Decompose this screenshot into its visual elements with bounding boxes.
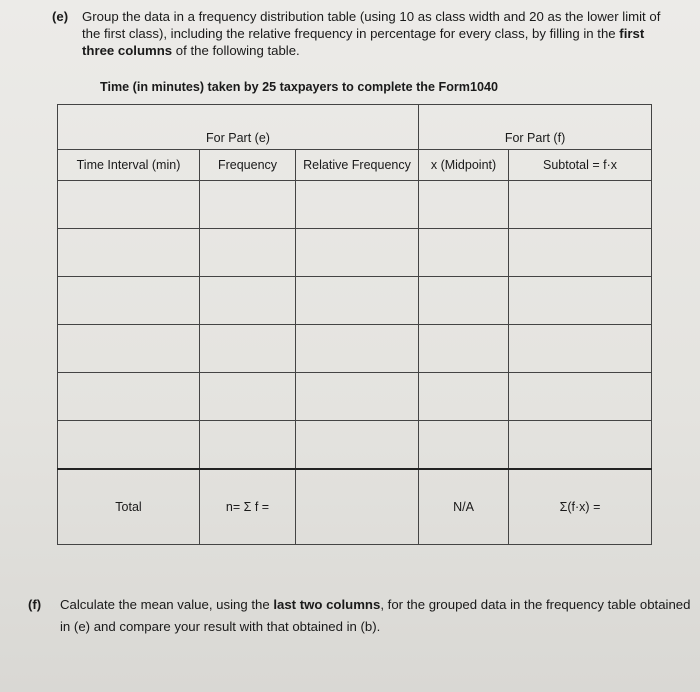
total-midpoint: N/A [419,469,509,545]
question-f-label: (f) [28,597,42,612]
cell-relative[interactable] [296,421,419,470]
cell-relative[interactable] [296,181,419,229]
cell-subtotal[interactable] [509,277,652,325]
column-header-row [58,150,652,181]
cell-interval[interactable] [58,421,200,470]
header-time-interval: Time Interval (min) [58,150,200,181]
cell-midpoint[interactable] [419,229,509,277]
question-e-text-1: Group the data in a frequency distribution table (using 10 as class width and 20 as the lower limit of the first class), including the relative frequency in percentage for every class, by filling in the [82,9,661,41]
cell-midpoint[interactable] [419,181,509,229]
frequency-table [57,104,652,545]
cell-interval[interactable] [58,325,200,373]
total-relative[interactable] [296,469,419,545]
cell-frequency[interactable] [200,277,296,325]
table-row [58,325,652,373]
cell-subtotal[interactable] [509,181,652,229]
total-row [58,469,652,545]
question-e-label: (e) [52,9,69,24]
cell-interval[interactable] [58,181,200,229]
header-relative-frequency: Relative Frequency [296,150,419,181]
cell-midpoint[interactable] [419,373,509,421]
cell-relative[interactable] [296,325,419,373]
total-frequency[interactable]: n= Σ f = [200,469,296,545]
group-part-f: For Part (f) [419,105,652,150]
table-row [58,181,652,229]
question-f-text [60,594,698,638]
cell-subtotal[interactable] [509,421,652,470]
table-row [58,229,652,277]
cell-frequency[interactable] [200,421,296,470]
cell-subtotal[interactable] [509,325,652,373]
cell-interval[interactable] [58,277,200,325]
table-row [58,373,652,421]
total-subtotal[interactable]: Σ(f·x) = [509,469,652,545]
table-caption: Time (in minutes) taken by 25 taxpayers to complete the Form1040 [100,80,499,94]
question-f-text-1: Calculate the mean value, using the [60,597,274,612]
cell-frequency[interactable] [200,325,296,373]
cell-frequency[interactable] [200,373,296,421]
header-frequency: Frequency [200,150,296,181]
question-f-bold: last two columns [273,597,381,612]
cell-interval[interactable] [58,229,200,277]
header-midpoint: x (Midpoint) [419,150,509,181]
header-subtotal: Subtotal = f·x [509,150,652,181]
cell-midpoint[interactable] [419,421,509,470]
question-e-text [82,8,662,59]
cell-frequency[interactable] [200,181,296,229]
cell-subtotal[interactable] [509,373,652,421]
question-e-bold: first three columns [82,26,645,58]
cell-frequency[interactable] [200,229,296,277]
cell-relative[interactable] [296,229,419,277]
cell-relative[interactable] [296,277,419,325]
cell-midpoint[interactable] [419,277,509,325]
table-row [58,421,652,470]
question-f-text-2: , for the grouped data in the frequency table obtained in (e) and compare your result with that obtained in (b). [60,597,691,634]
total-label: Total [58,469,200,545]
cell-midpoint[interactable] [419,325,509,373]
cell-subtotal[interactable] [509,229,652,277]
question-f [28,594,698,638]
cell-relative[interactable] [296,373,419,421]
question-e-text-2: of the following table. [172,43,300,58]
group-header-row [58,105,652,150]
cell-interval[interactable] [58,373,200,421]
table-row [58,277,652,325]
question-e [52,8,662,59]
group-part-e: For Part (e) [58,105,419,150]
